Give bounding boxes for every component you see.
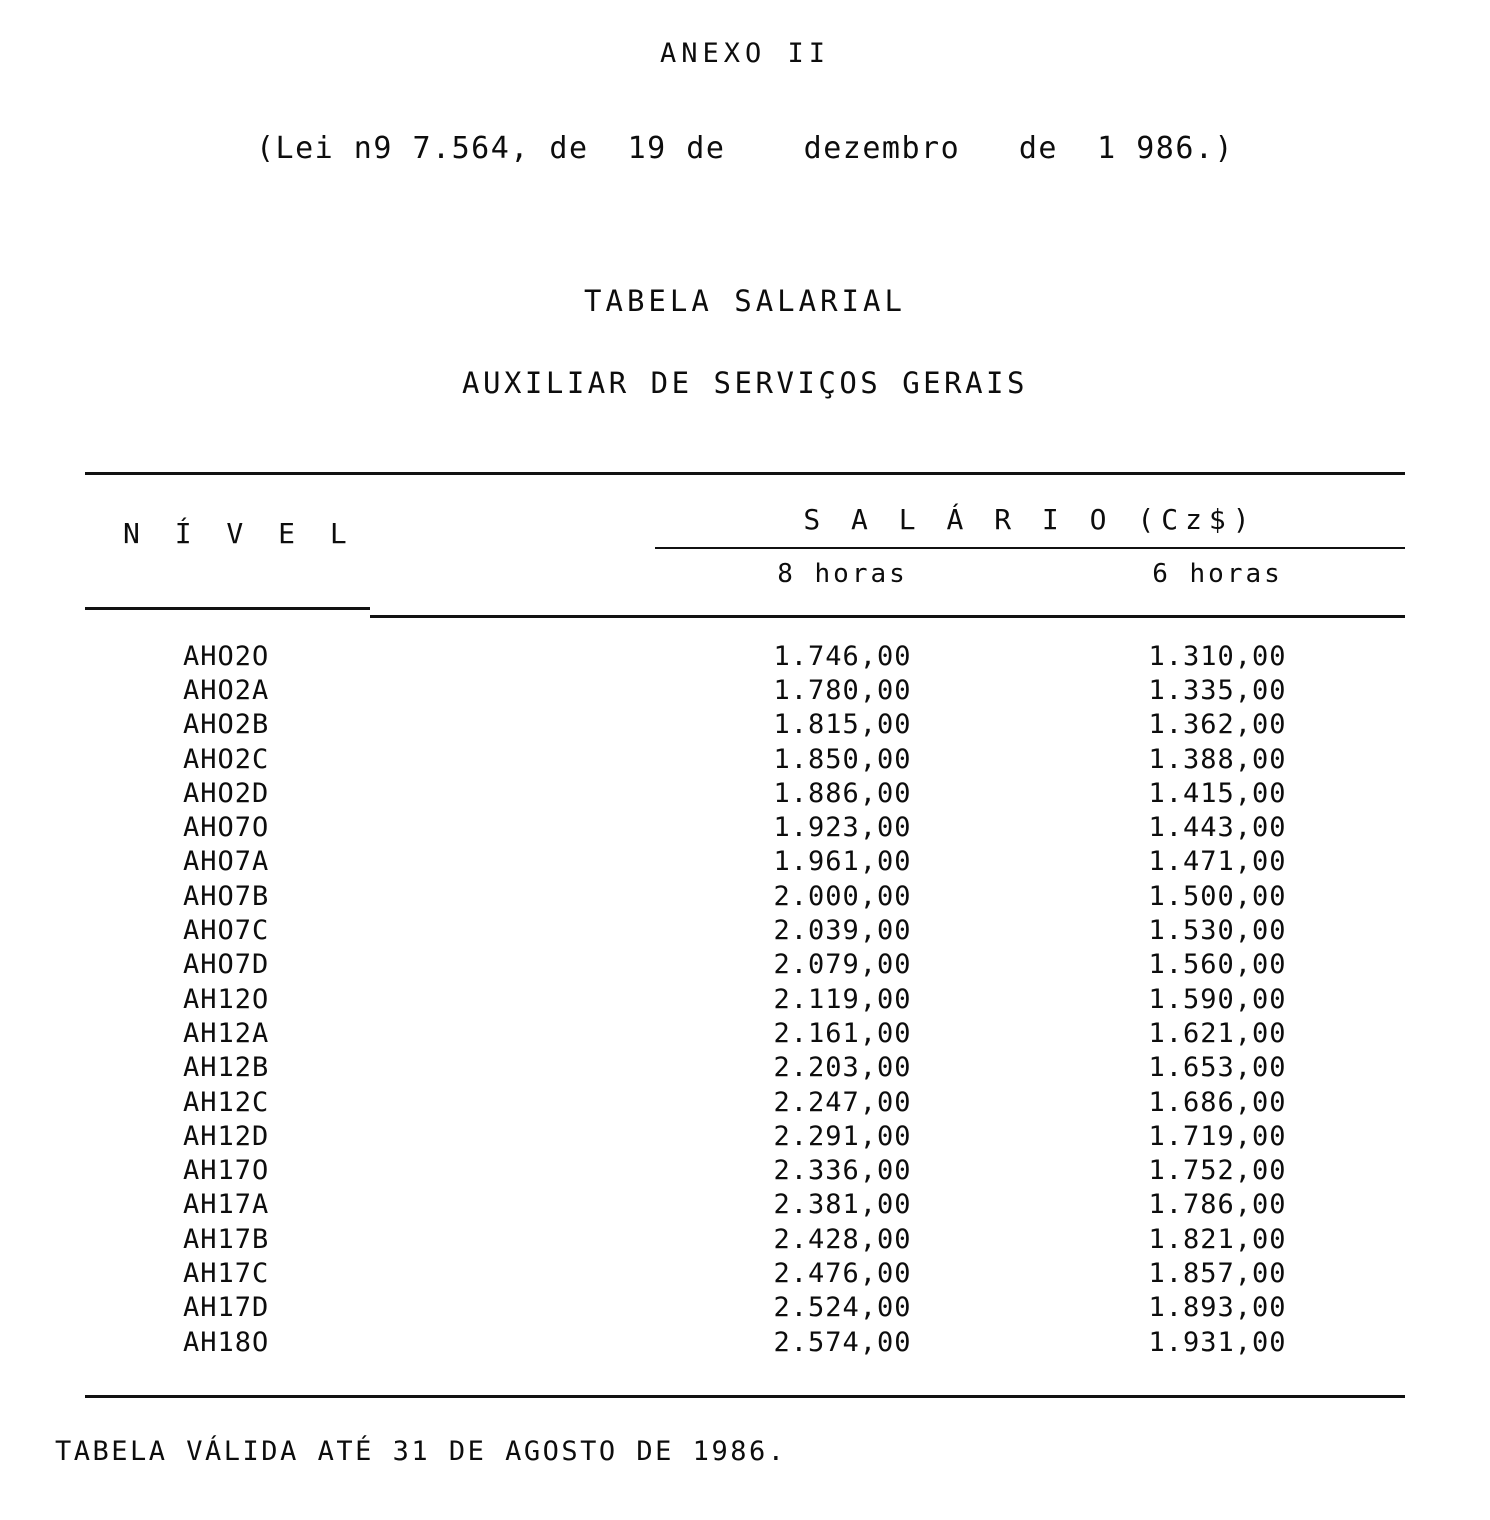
cell-salario-8-horas: 1.961,00	[773, 846, 912, 878]
cell-salario-6-horas: 1.590,00	[1148, 983, 1287, 1015]
table-row	[85, 673, 1405, 707]
footer-note: TABELA VÁLIDA ATÉ 31 DE AGOSTO DE 1986.	[55, 1436, 787, 1468]
table-row	[85, 1119, 1405, 1153]
cell-nivel: AH17C	[183, 1257, 270, 1289]
column-header-salario: S A L Á R I O (Cz$)	[803, 503, 1257, 536]
cell-salario-6-horas: 1.310,00	[1148, 640, 1287, 672]
cell-nivel: AH17D	[183, 1292, 270, 1324]
column-header-nivel: N Í V E L	[123, 517, 356, 550]
cell-salario-6-horas: 1.471,00	[1148, 846, 1287, 878]
cell-salario-8-horas: 1.850,00	[773, 743, 912, 775]
table-row	[85, 845, 1405, 879]
cell-salario-8-horas: 2.291,00	[773, 1120, 912, 1152]
table-row	[85, 708, 1405, 742]
cell-salario-6-horas: 1.752,00	[1148, 1155, 1287, 1187]
cell-salario-8-horas: 2.476,00	[773, 1257, 912, 1289]
cell-nivel: AH18O	[183, 1326, 270, 1358]
separator-segment-right	[370, 615, 1405, 618]
table-row	[85, 810, 1405, 844]
table-row	[85, 1085, 1405, 1119]
cell-salario-8-horas: 1.923,00	[773, 812, 912, 844]
cell-nivel: AHO7B	[183, 880, 270, 912]
cell-salario-8-horas: 1.780,00	[773, 674, 912, 706]
table-row	[85, 1222, 1405, 1256]
table-row	[85, 639, 1405, 673]
table-row	[85, 1016, 1405, 1050]
table-row	[85, 1325, 1405, 1359]
cell-salario-6-horas: 1.857,00	[1148, 1257, 1287, 1289]
cell-nivel: AHO7O	[183, 812, 270, 844]
cell-salario-8-horas: 1.746,00	[773, 640, 912, 672]
law-reference: (Lei n9 7.564, de 19 de dezembro de 1 986.)	[255, 131, 1235, 166]
table-row	[85, 1153, 1405, 1187]
table-row	[85, 776, 1405, 810]
cell-salario-8-horas: 2.203,00	[773, 1052, 912, 1084]
cell-salario-6-horas: 1.415,00	[1148, 777, 1287, 809]
cell-salario-8-horas: 2.574,00	[773, 1326, 912, 1358]
job-title: AUXILIAR DE SERVIÇOS GERAIS	[462, 366, 1028, 400]
table-row	[85, 742, 1405, 776]
column-header-8-horas: 8 horas	[777, 559, 908, 589]
cell-salario-8-horas: 2.247,00	[773, 1086, 912, 1118]
table-bottom-rule	[85, 1395, 1405, 1398]
cell-salario-8-horas: 2.039,00	[773, 915, 912, 947]
cell-salario-8-horas: 2.119,00	[773, 983, 912, 1015]
table-title: TABELA SALARIAL	[584, 284, 906, 318]
table-row	[85, 1291, 1405, 1325]
cell-nivel: AH17O	[183, 1155, 270, 1187]
cell-salario-8-horas: 2.000,00	[773, 880, 912, 912]
column-header-6-horas: 6 horas	[1152, 559, 1283, 589]
table-body	[85, 639, 1405, 1377]
cell-nivel: AHO2D	[183, 777, 270, 809]
cell-salario-6-horas: 1.530,00	[1148, 915, 1287, 947]
cell-nivel: AH12A	[183, 1017, 270, 1049]
cell-salario-8-horas: 1.815,00	[773, 709, 912, 741]
cell-nivel: AH12D	[183, 1120, 270, 1152]
cell-salario-8-horas: 2.161,00	[773, 1017, 912, 1049]
table-row	[85, 1188, 1405, 1222]
cell-salario-6-horas: 1.621,00	[1148, 1017, 1287, 1049]
cell-nivel: AH12B	[183, 1052, 270, 1084]
cell-nivel: AH12O	[183, 983, 270, 1015]
cell-nivel: AHO2C	[183, 743, 270, 775]
cell-nivel: AHO2A	[183, 674, 270, 706]
cell-salario-6-horas: 1.821,00	[1148, 1223, 1287, 1255]
cell-nivel: AHO7D	[183, 949, 270, 981]
cell-salario-6-horas: 1.931,00	[1148, 1326, 1287, 1358]
cell-salario-6-horas: 1.388,00	[1148, 743, 1287, 775]
cell-salario-8-horas: 2.336,00	[773, 1155, 912, 1187]
cell-salario-6-horas: 1.443,00	[1148, 812, 1287, 844]
cell-nivel: AH17B	[183, 1223, 270, 1255]
cell-salario-6-horas: 1.893,00	[1148, 1292, 1287, 1324]
header-body-separator	[85, 607, 1405, 613]
cell-salario-6-horas: 1.653,00	[1148, 1052, 1287, 1084]
cell-nivel: AHO7C	[183, 915, 270, 947]
cell-nivel: AHO2O	[183, 640, 270, 672]
table-row	[85, 982, 1405, 1016]
table-row	[85, 879, 1405, 913]
table-row	[85, 948, 1405, 982]
table-header	[85, 475, 1405, 607]
annex-title: ANEXO II	[659, 38, 831, 69]
salary-group-underline	[655, 547, 1405, 549]
cell-salario-6-horas: 1.500,00	[1148, 880, 1287, 912]
cell-salario-6-horas: 1.560,00	[1148, 949, 1287, 981]
salary-table	[85, 472, 1405, 1398]
cell-nivel: AHO7A	[183, 846, 270, 878]
cell-salario-8-horas: 2.381,00	[773, 1189, 912, 1221]
cell-salario-6-horas: 1.335,00	[1148, 674, 1287, 706]
cell-nivel: AHO2B	[183, 709, 270, 741]
cell-salario-6-horas: 1.786,00	[1148, 1189, 1287, 1221]
cell-salario-8-horas: 2.428,00	[773, 1223, 912, 1255]
table-row	[85, 1051, 1405, 1085]
cell-salario-8-horas: 2.524,00	[773, 1292, 912, 1324]
table-row	[85, 913, 1405, 947]
document-page	[0, 38, 1490, 1520]
cell-salario-8-horas: 2.079,00	[773, 949, 912, 981]
cell-salario-6-horas: 1.362,00	[1148, 709, 1287, 741]
separator-segment-left	[85, 607, 370, 610]
cell-salario-6-horas: 1.686,00	[1148, 1086, 1287, 1118]
table-row	[85, 1256, 1405, 1290]
cell-nivel: AH12C	[183, 1086, 270, 1118]
cell-nivel: AH17A	[183, 1189, 270, 1221]
cell-salario-8-horas: 1.886,00	[773, 777, 912, 809]
cell-salario-6-horas: 1.719,00	[1148, 1120, 1287, 1152]
